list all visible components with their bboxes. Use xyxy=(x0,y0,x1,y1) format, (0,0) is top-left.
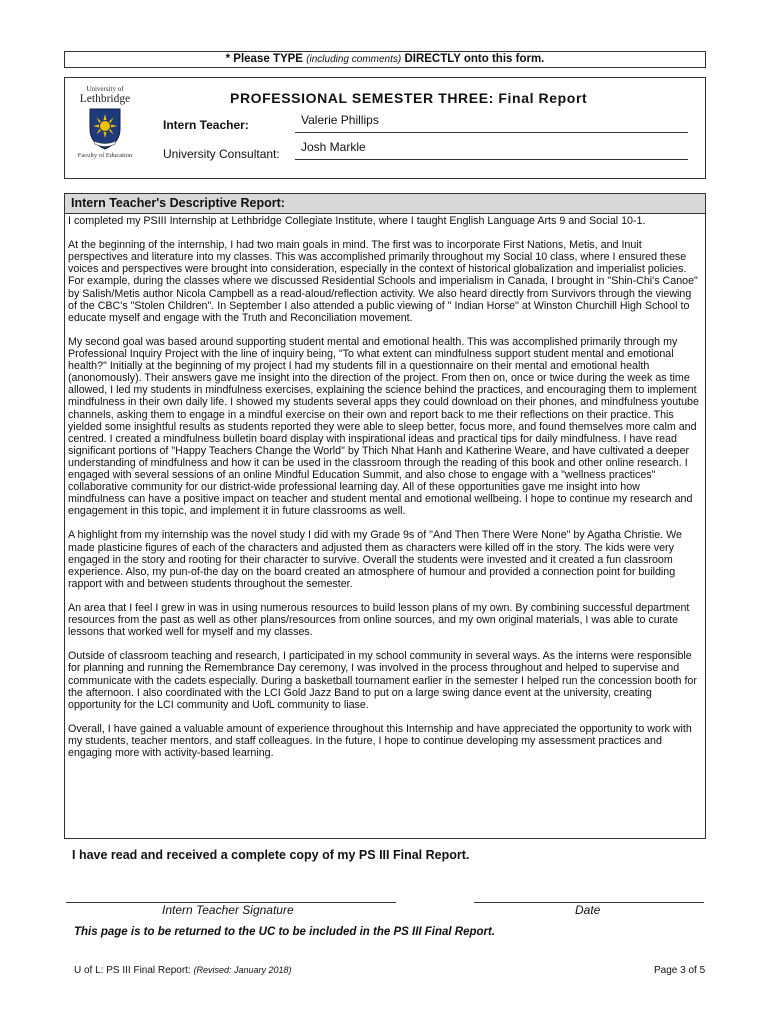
return-instruction: This page is to be returned to the UC to be included in the PS III Final Report. xyxy=(74,926,496,938)
type-instruction-banner xyxy=(64,51,706,68)
type-instruction-suffix: DIRECTLY onto this form. xyxy=(404,53,545,65)
footer-form-name xyxy=(74,965,292,976)
university-consultant-label: University Consultant: xyxy=(163,147,280,161)
footer-title: U of L: PS III Final Report: xyxy=(74,965,191,976)
report-paragraph: Overall, I have gained a valuable amount of experience throughout this Internship and have appreciated the opportunity to work with my students, teacher mentors, and staff colleagues. In the future, I hope to continue developing my assessment practices and engaging more with activity-based learning. xyxy=(68,722,692,760)
descriptive-report-box xyxy=(64,193,706,839)
page-number: Page 3 of 5 xyxy=(654,965,706,976)
report-paragraph: I completed my PSIII Internship at Lethbridge Collegiate Institute, where I taught English Language Arts 9 and Social 10-1. xyxy=(68,215,646,227)
intern-teacher-field[interactable]: Valerie Phillips xyxy=(301,113,379,127)
date-label: Date xyxy=(575,903,601,917)
report-paragraph: A highlight from my internship was the novel study I did with my Grade 9s of "And Then There Were None" by Agatha Christie. We made plasticine figures of each of the characters and adjusted them as characters were killed off in the story. The kids were very engaged in the story and rooting for their character to survive. Overall the students were invested and it created a fun classroom experience. Also, my pun-of-the day on the board created an atmosphere of humour and provided a connection point for building rapport with and between students throughout the semester. xyxy=(68,529,682,590)
intern-teacher-label: Intern Teacher: xyxy=(163,118,249,132)
footer-revised: (Revised: January 2018) xyxy=(193,965,292,975)
type-instruction-prefix: * Please TYPE xyxy=(225,53,303,65)
type-instruction-paren: (including comments) xyxy=(306,54,402,65)
acknowledgement-statement: I have read and received a complete copy of my PS III Final Report. xyxy=(72,848,470,862)
report-heading: Intern Teacher's Descriptive Report: xyxy=(65,194,705,214)
report-paragraph: At the beginning of the internship, I had two main goals in mind. The first was to incorporate First Nations, Metis, and Inuit perspectives and literature into my classes. This was accomplished primarily throughout my Social 10 class, where I ensured these voices and perspectives were brought into consideration, especially in the context of historical globalization and imperialist policies. For example, during the classes where we discussed Residential Schools and imperialism in Canada, I brought in "Shin-Chi's Canoe" by Salish/Metis author Nicola Campbell as a read-aloud/reflection activity. We also heard directly from Survivors through the viewing of the CBC's "Stolen Children". In September I also attended a public viewing of " Indian Horse" at Winston Churchill High School to educate myself and engage with the Truth and Reconciliation movement. xyxy=(68,239,698,324)
logo-faculty: Faculty of Education xyxy=(77,152,133,159)
page-title: PROFESSIONAL SEMESTER THREE: Final Report xyxy=(230,90,588,106)
intern-teacher-underline xyxy=(295,132,688,133)
report-header xyxy=(64,77,706,179)
logo-university-name: Lethbridge xyxy=(79,93,131,105)
university-consultant-underline xyxy=(295,159,688,160)
report-text-area[interactable] xyxy=(65,214,705,759)
university-logo xyxy=(77,85,133,173)
report-paragraph: My second goal was based around supporting student mental and emotional health. This was accomplished primarily through my Professional Inquiry Project with the line of inquiry being, "To what extent can mindfulness support student mental and emotional health?" Initially at the beginning of my project I had my students fill in a questionnaire on their mental and emotional health (anonomously). Their answers gave me insight into the direction of the project. From then on, once or twice during the week as time allowed, I led my students in mindfulness exercises, explaining the science behind the practices, and encouraging them to implement mindfulness in their own daily life. I showed my students several apps they could download on their phones, and mindfulness youtube channels, asking them to engage in a mindful exercise on their own and report back to me their reflections on their practice. This yielded some insightful results as students reported they were able to sleep better, focus more, and found themselves more calm and centred. I created a mindfulness bulletin board display with inspirational ideas and practical tips for daily mindfulness. I have read significant portions of "Happy Teachers Change the World" by Thich Nhat Hanh and Katherine Weare, and have cultivated a deeper understanding of mindfulness and how it can be used in the classroom through the reading of this book and other online research. I engaged with several sessions of an online Mindful Education Summit, and also chose to engage with a "wellness practices" collaborative community for our district-wide professional learning day. All of these opportunities gave me insight into how mindfulness can have a positive impact on teacher and student mental and emotional wellbeing. I hope to continue my research and engagement in this topic, and implement it in future classrooms as well. xyxy=(68,335,699,518)
report-paragraph: An area that I feel I grew in was in using numerous resources to build lesson plans of my own. By combining successful department resources from the past as well as other plans/resources from online sources, and my own original materials, I was able to curate lessons that worked well for myself and my classes. xyxy=(68,602,690,639)
intern-signature-label: Intern Teacher Signature xyxy=(162,903,294,917)
university-consultant-field[interactable]: Josh Markle xyxy=(301,140,366,154)
crest-icon xyxy=(87,107,123,151)
logo-university-of: University of xyxy=(86,85,124,93)
report-paragraph: Outside of classroom teaching and research, I participated in my school community in several ways. As the interns were responsible for planning and running the Remembrance Day ceremony, I was involved in the process throughout and helped to supervise and communicate with the cadets especially. During a basketball tournament earlier in the semester I helped run the concession booth for the afternoon. I also coordinated with the LCI Gold Jazz Band to put on a large swing dance event at the university, creating opportunity for the LCI community and UofL community to liase. xyxy=(68,650,697,711)
